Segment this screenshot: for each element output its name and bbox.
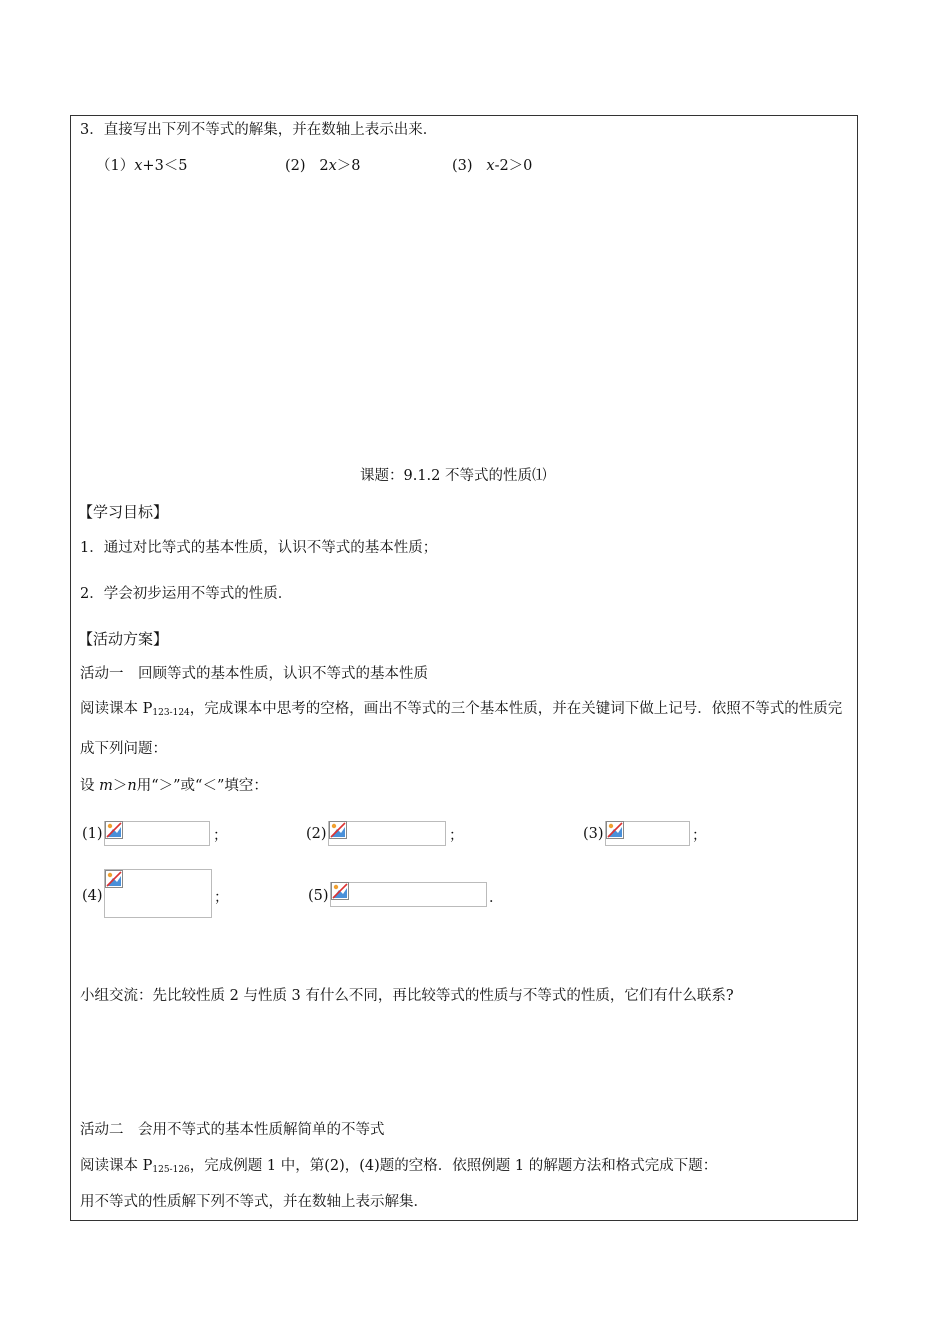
q3-item-1 bbox=[96, 156, 188, 176]
lesson-title: 课题：9.1.2 不等式的性质⑴ bbox=[360, 468, 547, 484]
q3-item-2-var: x bbox=[328, 158, 337, 174]
q3-item-3 bbox=[452, 156, 532, 176]
goal-1: 1．通过对比等式的基本性质，认识不等式的基本性质； bbox=[80, 540, 438, 556]
activity1-read-pages: 123-124 bbox=[152, 708, 190, 718]
fill-m: m bbox=[99, 778, 113, 794]
fill-n: n bbox=[127, 778, 137, 794]
activity2-read-pages: 125-126 bbox=[152, 1165, 190, 1175]
goals-heading: 【学习目标】 bbox=[78, 503, 169, 521]
activity1-read-prefix: 阅读课本 P bbox=[80, 701, 153, 717]
activity1-fill-instruction bbox=[80, 776, 268, 796]
q3-item-3-var: x bbox=[486, 158, 495, 174]
q3-item-2-label: (2) bbox=[285, 158, 306, 174]
q3-item-1-expr: +3＜5 bbox=[142, 158, 188, 174]
blank-4-label: (4) bbox=[82, 888, 103, 904]
fill-gt: ＞ bbox=[112, 778, 128, 794]
plan-heading: 【活动方案】 bbox=[78, 630, 169, 648]
blank-1-label: (1) bbox=[82, 826, 103, 842]
q3-item-2-expr: ＞8 bbox=[336, 158, 361, 174]
q3-item-1-var: x bbox=[134, 158, 143, 174]
group-discussion: 小组交流：先比较性质 2 与性质 3 有什么不同，再比较等式的性质与不等式的性质，它们有什么联系? bbox=[80, 988, 734, 1004]
q3-item-1-label: （1） bbox=[96, 158, 135, 174]
blank-1-end: ； bbox=[213, 828, 228, 844]
blank-2-end: ； bbox=[449, 828, 464, 844]
blank-3-label: (3) bbox=[583, 826, 604, 842]
blank-3-end: ； bbox=[692, 828, 707, 844]
blank-5-box[interactable] bbox=[330, 882, 487, 907]
activity1-title: 活动一 回顾等式的基本性质，认识不等式的基本性质 bbox=[80, 666, 428, 682]
q3-item-2 bbox=[285, 156, 361, 176]
blank-5-end: ． bbox=[489, 890, 504, 906]
blank-4-end: ； bbox=[214, 890, 229, 906]
q3-item-3-expr: -2＞0 bbox=[494, 158, 533, 174]
broken-image-icon bbox=[331, 882, 349, 900]
activity2-reading bbox=[80, 1156, 717, 1178]
broken-image-icon bbox=[329, 821, 347, 839]
activity2-task: 用不等式的性质解下列不等式，并在数轴上表示解集． bbox=[80, 1194, 428, 1210]
fill-prefix: 设 bbox=[80, 778, 100, 794]
broken-image-icon bbox=[105, 870, 123, 888]
goal-2: 2．学会初步运用不等式的性质． bbox=[80, 586, 293, 602]
blank-5-label: (5) bbox=[308, 888, 329, 904]
activity2-read-prefix: 阅读课本 P bbox=[80, 1158, 153, 1174]
q3-item-3-label: (3) bbox=[452, 158, 473, 174]
blank-2-label: (2) bbox=[306, 826, 327, 842]
activity1-reading bbox=[80, 690, 850, 768]
activity1-read-rest: ，完成课本中思考的空格，画出不等式的三个基本性质，并在关键词下做上记号．依照不等式的性质完成下列问题： bbox=[80, 701, 843, 757]
q3-intro: 3．直接写出下列不等式的解集，并在数轴上表示出来． bbox=[80, 122, 438, 138]
broken-image-icon bbox=[105, 821, 123, 839]
broken-image-icon bbox=[606, 821, 624, 839]
fill-rest: 用“＞”或“＜”填空： bbox=[136, 778, 268, 794]
activity2-read-rest: ，完成例题 1 中，第(2)，(4)题的空格．依照例题 1 的解题方法和格式完成下题： bbox=[189, 1158, 718, 1174]
activity2-title: 活动二 会用不等式的基本性质解简单的不等式 bbox=[80, 1122, 385, 1138]
q3-item-2-coef: 2 bbox=[319, 158, 329, 174]
